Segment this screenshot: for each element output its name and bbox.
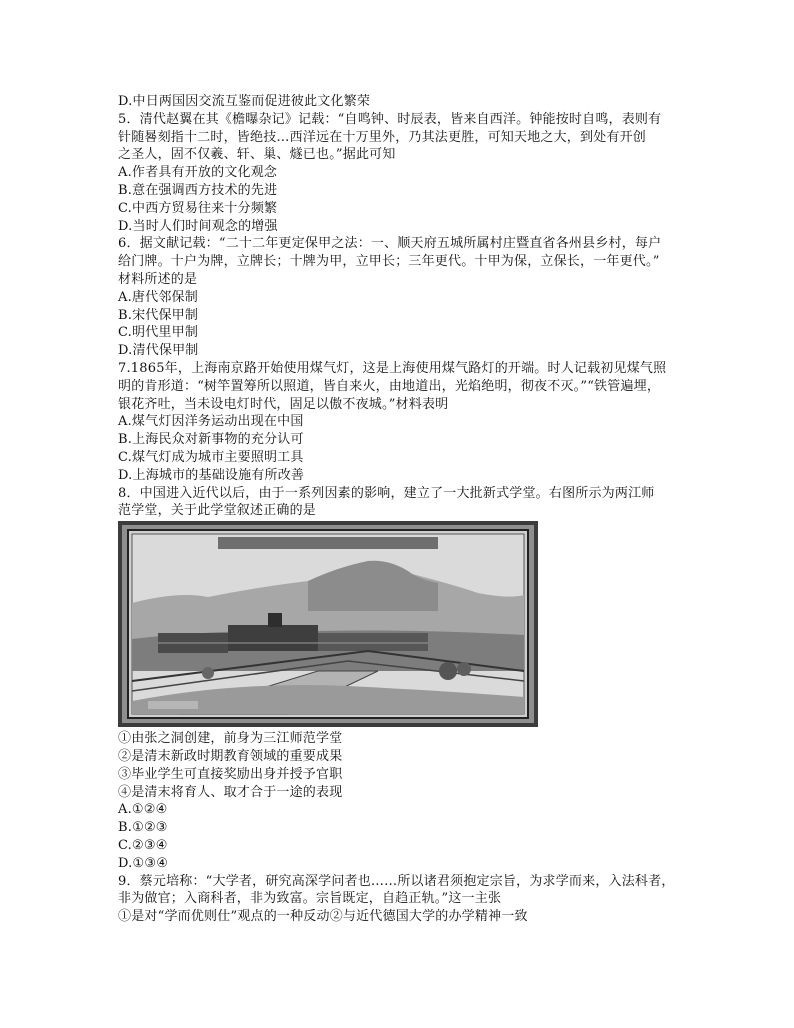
- q5-stem-line: 针随晷刻指十二时，皆绝技…西洋远在十万里外，乃其法更胜，可知天地之大，到处有开创: [118, 129, 647, 145]
- question-7: [118, 360, 698, 485]
- q8-option-d: D.①③④: [118, 855, 169, 871]
- q6-option-a: A.唐代邻保制: [118, 289, 198, 305]
- q6-stem-line: 6．据文献记载：“二十二年更定保甲之法：一、顺天府五城所属村庄暨直省各州县乡村，每户: [118, 236, 662, 252]
- q9-stem-line: 非为做官；入商科者，非为致富。宗旨既定，自趋正轨。”这一主张: [118, 891, 502, 907]
- q7-option-d: D.上海城市的基础设施有所改善: [118, 467, 305, 483]
- q8-statement-2: ②是清末新政时期教育领域的重要成果: [118, 748, 343, 764]
- q8-stem-line: 8．中国进入近代以后，由于一系列因素的影响，建立了一大批新式学堂。右图所示为两江师: [118, 485, 655, 501]
- q5-option-b: B.意在强调西方技术的先进: [118, 182, 278, 198]
- q8-statement-4: ④是清末将育人、取才合于一途的表现: [118, 784, 343, 800]
- q4-option-d: D.中日两国因交流互鉴而促进彼此文化繁荣: [118, 94, 371, 109]
- q7-option-b: B.上海民众对新事物的充分认可: [118, 432, 304, 448]
- q8-option-a: A.①②④: [118, 802, 168, 818]
- school-building-right: [318, 633, 428, 651]
- q9-stem-line: 9．蔡元培称：“大学者，研究高深学问者也……所以诸君须抱定宗旨，为求学而来，入法科者，: [118, 873, 675, 889]
- question-8: [118, 485, 698, 873]
- q6-stem-line: 给门牌。十户为牌，立牌长；十牌为甲，立甲长；三年更代。十甲为保，立保长，一年更代。”: [118, 254, 660, 270]
- q5-stem-line: 之圣人，固不仅羲、轩、巢、燧已也。”据此可知: [118, 147, 396, 163]
- q7-stem-line: 明的肯形道：“树竿置筹所以照道，皆自来火，由地道出，光焰绝明，彻夜不灭。”“铁管遍埋，: [118, 378, 661, 394]
- q5-option-c: C.中西方贸易往来十分频繁: [118, 200, 278, 216]
- q5-option-a: A.作者具有开放的文化观念: [118, 165, 278, 181]
- q5-option-d: D.当时人们时间观念的增强: [118, 218, 278, 234]
- question-9: [118, 873, 698, 926]
- q6-stem-line: 材料所述的是: [118, 271, 198, 287]
- question-5: [118, 111, 698, 236]
- q8-option-b: B.①②③: [118, 820, 168, 836]
- q8-statement-1: ①由张之洞创建，前身为三江师范学堂: [118, 731, 343, 747]
- q9-stem-line: ①是对“学而优则仕”观点的一种反动②与近代德国大学的办学精神一致: [118, 909, 528, 925]
- school-building-center: [228, 625, 318, 651]
- plaque-title-band: [218, 537, 438, 549]
- school-tower: [268, 613, 282, 627]
- question-6: [118, 235, 698, 360]
- q6-option-c: C.明代里甲制: [118, 325, 199, 341]
- watermark-mark: [148, 701, 198, 709]
- q7-stem-line: 7.1865年，上海南京路开始使用煤气灯，这是上海使用煤气路灯的开端。时人记载初见煤气照: [118, 360, 667, 376]
- school-illustration: [118, 521, 538, 727]
- q6-option-d: D.清代保甲制: [118, 343, 199, 359]
- q7-option-c: C.煤气灯成为城市主要照明工具: [118, 449, 304, 465]
- q5-stem-line: 5．清代赵翼在其《檐曝杂记》记载：“自鸣钟、时辰表，皆来自西洋。钟能按时自鸣，表则有: [118, 111, 662, 127]
- q7-option-a: A.煤气灯因洋务运动出现在中国: [118, 414, 304, 430]
- q8-stem-line: 范学堂，关于此学堂叙述正确的是: [118, 503, 317, 519]
- q8-option-c: C.②③④: [118, 837, 168, 853]
- q6-option-b: B.宋代保甲制: [118, 307, 199, 323]
- q7-stem-line: 银花齐吐，当未设电灯时代，固足以傲不夜城。”材料表明: [118, 396, 449, 412]
- q8-statement-3: ③毕业学生可直接奖励出身并授予官职: [118, 766, 343, 782]
- exam-page: [118, 93, 698, 926]
